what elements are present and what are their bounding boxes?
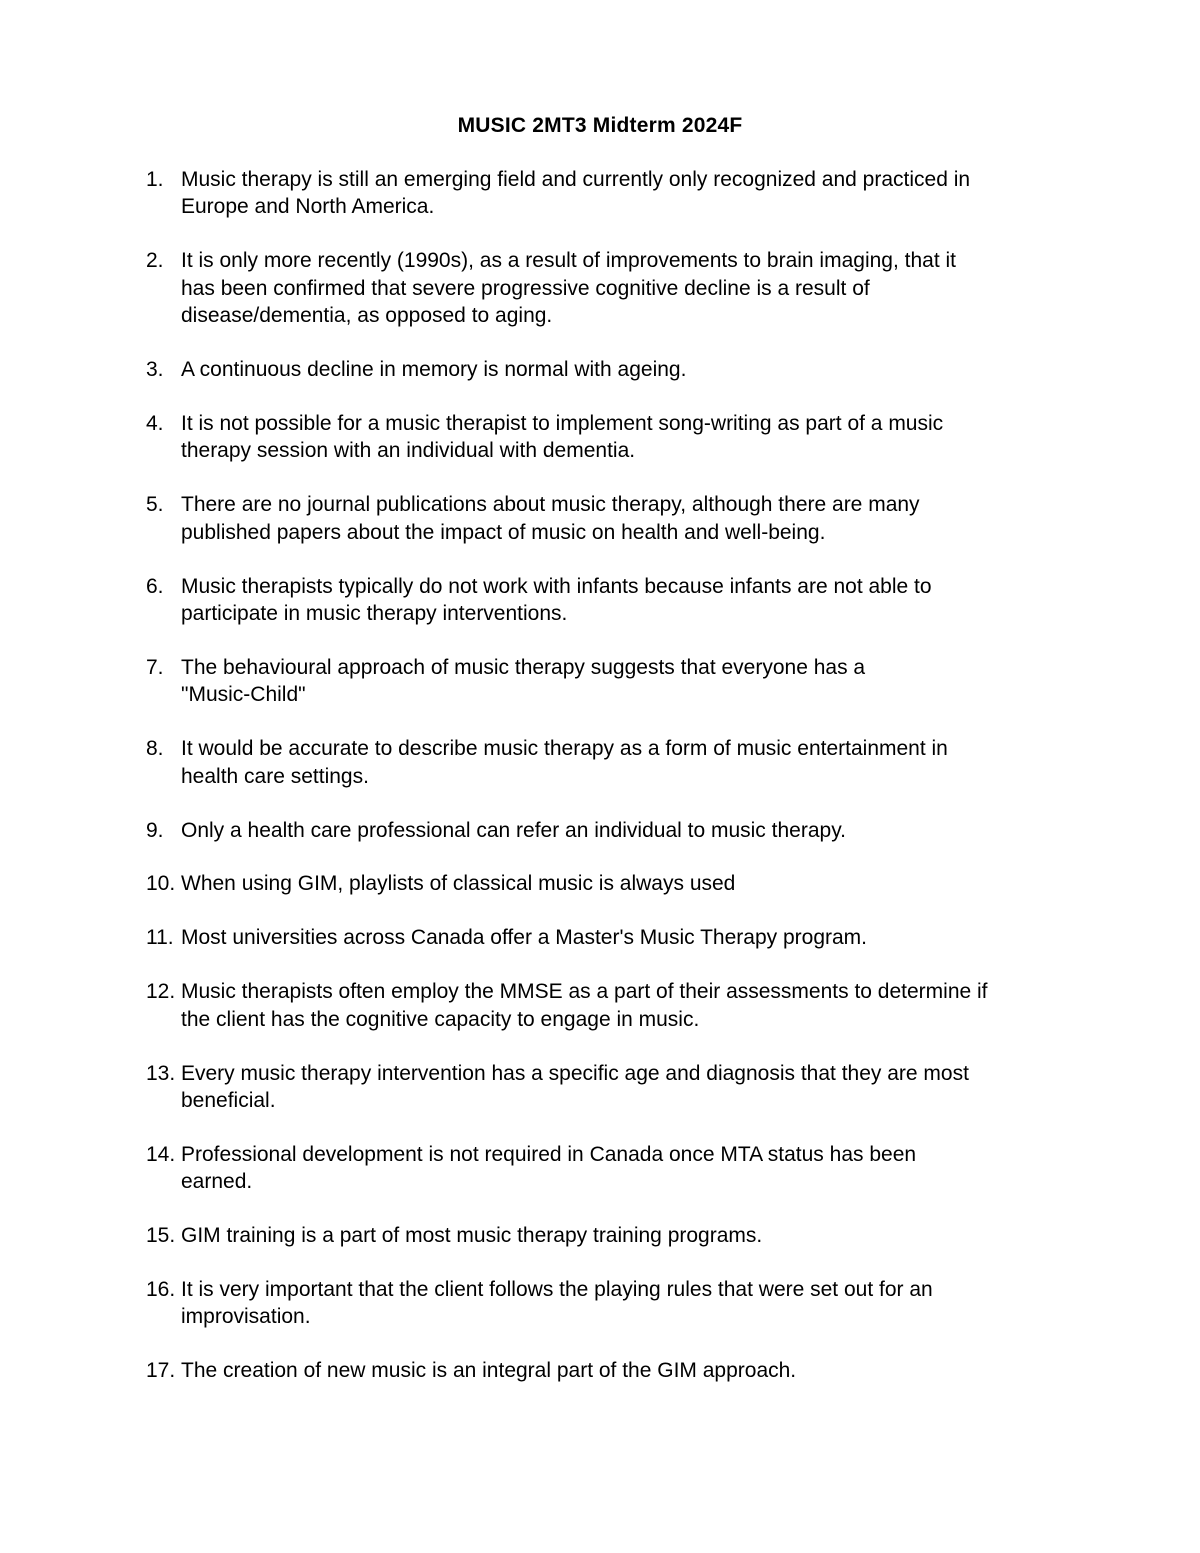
question-item (146, 817, 1106, 844)
question-number: 11. (146, 926, 174, 950)
question-item (146, 654, 1106, 709)
question-number: 9. (146, 818, 164, 842)
question-text-line: Music therapists typically do not work with infants because infants are not able to (181, 574, 932, 598)
question-text-line: Europe and North America. (181, 195, 435, 219)
question-item (146, 735, 1106, 790)
question-text-line: disease/dementia, as opposed to aging. (181, 304, 553, 328)
question-item (146, 1222, 1106, 1249)
question-number: 1. (146, 168, 164, 191)
question-text-line: There are no journal publications about music therapy, although there are many (181, 493, 920, 517)
question-number: 8. (146, 737, 164, 761)
question-item (146, 870, 1106, 897)
question-text-line: It is not possible for a music therapist to implement song-writing as part of a music (181, 411, 944, 435)
question-item (146, 924, 1106, 951)
question-item (146, 1276, 1106, 1331)
question-text-line: improvisation. (181, 1305, 311, 1329)
question-text-line: published papers about the impact of music on health and well-being. (181, 520, 826, 544)
question-item (146, 573, 1106, 628)
question-item (146, 1060, 1106, 1115)
question-number: 12. (146, 980, 176, 1004)
page-title: MUSIC 2MT3 Midterm 2024F (457, 114, 743, 137)
question-number: 2. (146, 249, 164, 273)
question-text-line: Music therapy is still an emerging field and currently only recognized and practiced in (181, 168, 971, 191)
question-text-line: "Music-Child" (181, 683, 306, 707)
question-text-line: has been confirmed that severe progressive cognitive decline is a result of (181, 276, 870, 300)
question-item (146, 410, 1106, 465)
question-text-line: It is very important that the client follows the playing rules that were set out for an (181, 1278, 933, 1302)
question-text-line: Every music therapy intervention has a specific age and diagnosis that they are most (181, 1061, 969, 1085)
question-list (146, 166, 1106, 1411)
question-text-line: GIM training is a part of most music therapy training programs. (181, 1224, 763, 1248)
question-text-line: Most universities across Canada offer a Master's Music Therapy program. (181, 926, 868, 950)
question-number: 6. (146, 574, 164, 598)
question-number: 17. (146, 1359, 176, 1383)
question-text-line: Professional development is not required in Canada once MTA status has been (181, 1142, 917, 1166)
question-item (146, 491, 1106, 546)
question-item (146, 978, 1106, 1033)
question-number: 14. (146, 1142, 176, 1166)
question-number: 4. (146, 411, 164, 435)
question-item (146, 166, 1106, 221)
question-number: 5. (146, 493, 164, 517)
question-text-line: The creation of new music is an integral part of the GIM approach. (181, 1359, 797, 1383)
question-item (146, 1141, 1106, 1196)
question-text-line: A continuous decline in memory is normal with ageing. (181, 358, 687, 382)
question-number: 15. (146, 1224, 176, 1248)
question-text-line: When using GIM, playlists of classical music is always used (181, 872, 736, 896)
question-text-line: It would be accurate to describe music therapy as a form of music entertainment in (181, 737, 948, 761)
question-text-line: Music therapists often employ the MMSE as a part of their assessments to determine if (181, 980, 988, 1004)
question-text-line: the client has the cognitive capacity to engage in music. (181, 1007, 700, 1031)
question-text-line: Only a health care professional can refer an individual to music therapy. (181, 818, 846, 842)
question-text-line: health care settings. (181, 764, 369, 788)
question-item (146, 1357, 1106, 1384)
question-text-line: therapy session with an individual with dementia. (181, 439, 636, 463)
question-text-line: It is only more recently (1990s), as a result of improvements to brain imaging, that it (181, 249, 957, 273)
question-item (146, 247, 1106, 329)
question-number: 7. (146, 655, 164, 679)
question-number: 13. (146, 1061, 176, 1085)
question-number: 10. (146, 872, 176, 896)
question-item (146, 356, 1106, 383)
question-number: 16. (146, 1278, 176, 1302)
question-text-line: The behavioural approach of music therapy suggests that everyone has a (181, 655, 866, 679)
question-number: 3. (146, 358, 164, 382)
question-text-line: earned. (181, 1170, 253, 1194)
question-text-line: beneficial. (181, 1088, 276, 1112)
question-text-line: participate in music therapy interventions. (181, 601, 568, 625)
